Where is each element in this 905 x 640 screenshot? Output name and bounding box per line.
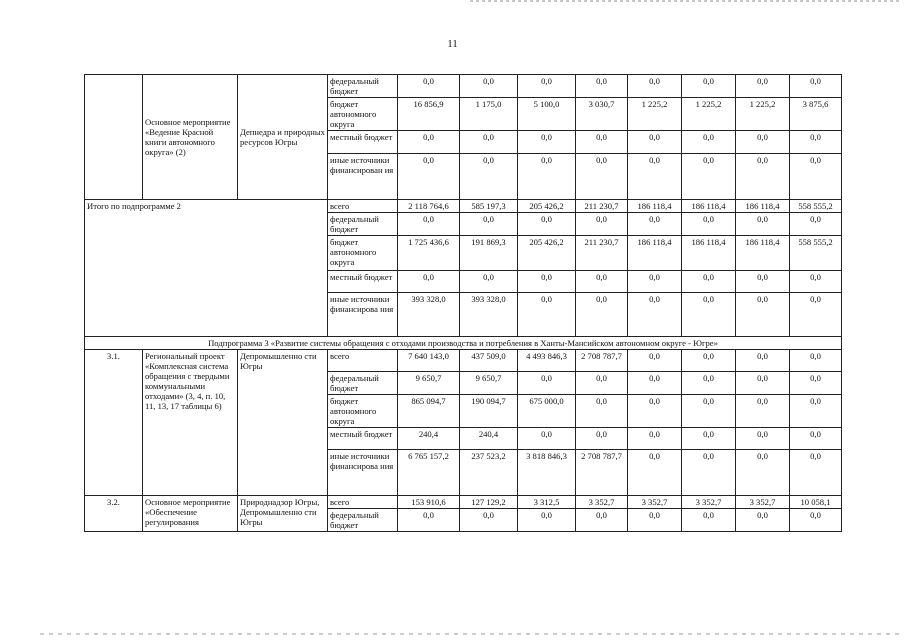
value-cell: 191 869,3 bbox=[460, 236, 518, 271]
value-cell: 0,0 bbox=[460, 75, 518, 98]
value-cell: 0,0 bbox=[790, 213, 842, 236]
value-cell: 240,4 bbox=[398, 428, 460, 450]
subprogram-title: Подпрограмма 3 «Развитие системы обращения с отходами производства и потребления в Ханты-Мансийском автономном округе - Югре» bbox=[85, 337, 842, 350]
value-cell: 393 328,0 bbox=[460, 293, 518, 337]
value-cell: 0,0 bbox=[628, 154, 682, 200]
value-cell: 0,0 bbox=[628, 450, 682, 496]
value-cell: 0,0 bbox=[518, 509, 576, 532]
value-cell: 0,0 bbox=[628, 428, 682, 450]
value-cell: 0,0 bbox=[736, 75, 790, 98]
value-cell: 437 509,0 bbox=[460, 350, 518, 372]
value-cell: 3 352,7 bbox=[736, 496, 790, 509]
measure-name: Региональный проект «Комплексная система обращения с твердыми коммунальными отходами» (3, 4, п. 10, 11, 13, 17 таблицы 6) bbox=[143, 350, 238, 496]
source-label: иные источники финансирова ния bbox=[328, 293, 398, 337]
value-cell: 211 230,7 bbox=[576, 236, 628, 271]
source-label: федеральный бюджет bbox=[328, 213, 398, 236]
value-cell: 0,0 bbox=[736, 372, 790, 395]
value-cell: 0,0 bbox=[682, 428, 736, 450]
value-cell: 153 910,6 bbox=[398, 496, 460, 509]
value-cell: 0,0 bbox=[576, 75, 628, 98]
value-cell: 0,0 bbox=[736, 395, 790, 428]
value-cell: 0,0 bbox=[628, 395, 682, 428]
value-cell: 0,0 bbox=[682, 450, 736, 496]
value-cell: 585 197,3 bbox=[460, 200, 518, 213]
value-cell: 6 765 157,2 bbox=[398, 450, 460, 496]
value-cell: 186 118,4 bbox=[628, 200, 682, 213]
value-cell: 0,0 bbox=[576, 213, 628, 236]
source-label: бюджет автономного округа bbox=[328, 395, 398, 428]
value-cell: 0,0 bbox=[628, 213, 682, 236]
source-label: бюджет автономного округа bbox=[328, 236, 398, 271]
value-cell: 4 493 846,3 bbox=[518, 350, 576, 372]
value-cell: 0,0 bbox=[790, 154, 842, 200]
value-cell: 0,0 bbox=[518, 75, 576, 98]
source-label: федеральный бюджет bbox=[328, 75, 398, 98]
source-label: местный бюджет bbox=[328, 271, 398, 293]
table-row bbox=[85, 496, 842, 509]
value-cell: 205 426,2 bbox=[518, 200, 576, 213]
value-cell: 186 118,4 bbox=[628, 236, 682, 271]
value-cell: 0,0 bbox=[460, 154, 518, 200]
value-cell: 0,0 bbox=[628, 75, 682, 98]
value-cell: 865 094,7 bbox=[398, 395, 460, 428]
value-cell: 0,0 bbox=[682, 293, 736, 337]
value-cell: 127 129,2 bbox=[460, 496, 518, 509]
value-cell: 0,0 bbox=[736, 131, 790, 154]
value-cell: 0,0 bbox=[518, 372, 576, 395]
value-cell: 0,0 bbox=[682, 213, 736, 236]
value-cell: 3 352,7 bbox=[576, 496, 628, 509]
value-cell: 0,0 bbox=[790, 75, 842, 98]
executor-name: Депнедра и природных ресурсов Югры bbox=[238, 75, 328, 200]
value-cell: 0,0 bbox=[460, 131, 518, 154]
value-cell: 0,0 bbox=[790, 509, 842, 532]
value-cell: 0,0 bbox=[736, 350, 790, 372]
value-cell: 1 175,0 bbox=[460, 98, 518, 131]
value-cell: 2 118 764,6 bbox=[398, 200, 460, 213]
value-cell: 7 640 143,0 bbox=[398, 350, 460, 372]
value-cell: 205 426,2 bbox=[518, 236, 576, 271]
value-cell: 0,0 bbox=[736, 271, 790, 293]
value-cell: 0,0 bbox=[576, 293, 628, 337]
executor-name: Депромышленно сти Югры bbox=[238, 350, 328, 496]
value-cell: 0,0 bbox=[682, 271, 736, 293]
value-cell: 3 030,7 bbox=[576, 98, 628, 131]
source-label: всего bbox=[328, 200, 398, 213]
value-cell: 0,0 bbox=[628, 350, 682, 372]
value-cell: 0,0 bbox=[682, 75, 736, 98]
value-cell: 1 225,2 bbox=[736, 98, 790, 131]
value-cell: 0,0 bbox=[628, 372, 682, 395]
value-cell: 3 818 846,3 bbox=[518, 450, 576, 496]
source-label: всего bbox=[328, 496, 398, 509]
measure-name: Основное мероприятие «Ведение Красной книги автономного округа» (2) bbox=[143, 75, 238, 200]
value-cell: 0,0 bbox=[576, 509, 628, 532]
value-cell: 16 856,9 bbox=[398, 98, 460, 131]
source-label: иные источники финансирова ния bbox=[328, 450, 398, 496]
value-cell: 0,0 bbox=[628, 131, 682, 154]
value-cell: 0,0 bbox=[790, 131, 842, 154]
value-cell: 0,0 bbox=[398, 213, 460, 236]
value-cell: 0,0 bbox=[398, 271, 460, 293]
value-cell: 0,0 bbox=[736, 428, 790, 450]
value-cell: 0,0 bbox=[518, 154, 576, 200]
value-cell: 10 058,1 bbox=[790, 496, 842, 509]
source-label: местный бюджет bbox=[328, 131, 398, 154]
value-cell: 0,0 bbox=[736, 450, 790, 496]
item-number: 3.1. bbox=[85, 350, 143, 496]
value-cell: 0,0 bbox=[628, 509, 682, 532]
value-cell: 1 225,2 bbox=[628, 98, 682, 131]
value-cell: 0,0 bbox=[790, 350, 842, 372]
num-cell bbox=[85, 75, 143, 200]
value-cell: 0,0 bbox=[518, 271, 576, 293]
value-cell: 0,0 bbox=[460, 213, 518, 236]
value-cell: 0,0 bbox=[628, 293, 682, 337]
value-cell: 558 555,2 bbox=[790, 200, 842, 213]
value-cell: 0,0 bbox=[460, 271, 518, 293]
value-cell: 0,0 bbox=[518, 428, 576, 450]
value-cell: 0,0 bbox=[576, 131, 628, 154]
source-label: иные источники финансирован ия bbox=[328, 154, 398, 200]
value-cell: 0,0 bbox=[460, 509, 518, 532]
value-cell: 0,0 bbox=[790, 450, 842, 496]
value-cell: 9 650,7 bbox=[460, 372, 518, 395]
subprogram-row bbox=[85, 337, 842, 350]
measure-name: Основное мероприятие «Обеспечение регулирования bbox=[143, 496, 238, 532]
value-cell: 0,0 bbox=[518, 131, 576, 154]
executor-name: Природнадзор Югры, Депромышленно сти Югры bbox=[238, 496, 328, 532]
value-cell: 0,0 bbox=[736, 154, 790, 200]
financing-table bbox=[84, 74, 842, 532]
table-row bbox=[85, 200, 842, 213]
value-cell: 0,0 bbox=[682, 509, 736, 532]
value-cell: 186 118,4 bbox=[682, 200, 736, 213]
scan-artifact-bottom bbox=[40, 633, 900, 635]
source-label: местный бюджет bbox=[328, 428, 398, 450]
value-cell: 3 352,7 bbox=[628, 496, 682, 509]
value-cell: 1 725 436,6 bbox=[398, 236, 460, 271]
value-cell: 211 230,7 bbox=[576, 200, 628, 213]
value-cell: 0,0 bbox=[682, 154, 736, 200]
source-label: бюджет автономного округа bbox=[328, 98, 398, 131]
value-cell: 393 328,0 bbox=[398, 293, 460, 337]
value-cell: 0,0 bbox=[576, 395, 628, 428]
value-cell: 1 225,2 bbox=[682, 98, 736, 131]
value-cell: 0,0 bbox=[576, 271, 628, 293]
table-row bbox=[85, 350, 842, 372]
table-body bbox=[85, 75, 842, 532]
value-cell: 0,0 bbox=[790, 372, 842, 395]
value-cell: 0,0 bbox=[790, 293, 842, 337]
value-cell: 0,0 bbox=[518, 213, 576, 236]
value-cell: 0,0 bbox=[736, 509, 790, 532]
scan-artifact-top bbox=[470, 0, 900, 2]
value-cell: 186 118,4 bbox=[736, 200, 790, 213]
item-number: 3.2. bbox=[85, 496, 143, 532]
value-cell: 0,0 bbox=[398, 154, 460, 200]
source-label: федеральный бюджет bbox=[328, 372, 398, 395]
value-cell: 3 312,5 bbox=[518, 496, 576, 509]
value-cell: 0,0 bbox=[790, 428, 842, 450]
value-cell: 2 708 787,7 bbox=[576, 350, 628, 372]
value-cell: 9 650,7 bbox=[398, 372, 460, 395]
value-cell: 0,0 bbox=[398, 509, 460, 532]
value-cell: 3 352,7 bbox=[682, 496, 736, 509]
value-cell: 558 555,2 bbox=[790, 236, 842, 271]
value-cell: 0,0 bbox=[518, 293, 576, 337]
value-cell: 186 118,4 bbox=[736, 236, 790, 271]
value-cell: 237 523,2 bbox=[460, 450, 518, 496]
value-cell: 0,0 bbox=[398, 131, 460, 154]
value-cell: 0,0 bbox=[398, 75, 460, 98]
value-cell: 0,0 bbox=[682, 372, 736, 395]
value-cell: 0,0 bbox=[576, 428, 628, 450]
value-cell: 240,4 bbox=[460, 428, 518, 450]
value-cell: 0,0 bbox=[682, 131, 736, 154]
value-cell: 0,0 bbox=[576, 154, 628, 200]
value-cell: 5 100,0 bbox=[518, 98, 576, 131]
value-cell: 0,0 bbox=[576, 372, 628, 395]
subtotal-label: Итого по подпрограмме 2 bbox=[85, 200, 328, 337]
value-cell: 0,0 bbox=[628, 271, 682, 293]
value-cell: 0,0 bbox=[682, 350, 736, 372]
value-cell: 0,0 bbox=[682, 395, 736, 428]
value-cell: 0,0 bbox=[790, 271, 842, 293]
value-cell: 3 875,6 bbox=[790, 98, 842, 131]
source-label: всего bbox=[328, 350, 398, 372]
value-cell: 0,0 bbox=[790, 395, 842, 428]
value-cell: 0,0 bbox=[736, 213, 790, 236]
value-cell: 190 094,7 bbox=[460, 395, 518, 428]
page-number: 11 bbox=[447, 38, 458, 50]
table-row bbox=[85, 75, 842, 98]
value-cell: 186 118,4 bbox=[682, 236, 736, 271]
value-cell: 0,0 bbox=[736, 293, 790, 337]
source-label: федеральный бюджет bbox=[328, 509, 398, 532]
value-cell: 675 000,0 bbox=[518, 395, 576, 428]
value-cell: 2 708 787,7 bbox=[576, 450, 628, 496]
